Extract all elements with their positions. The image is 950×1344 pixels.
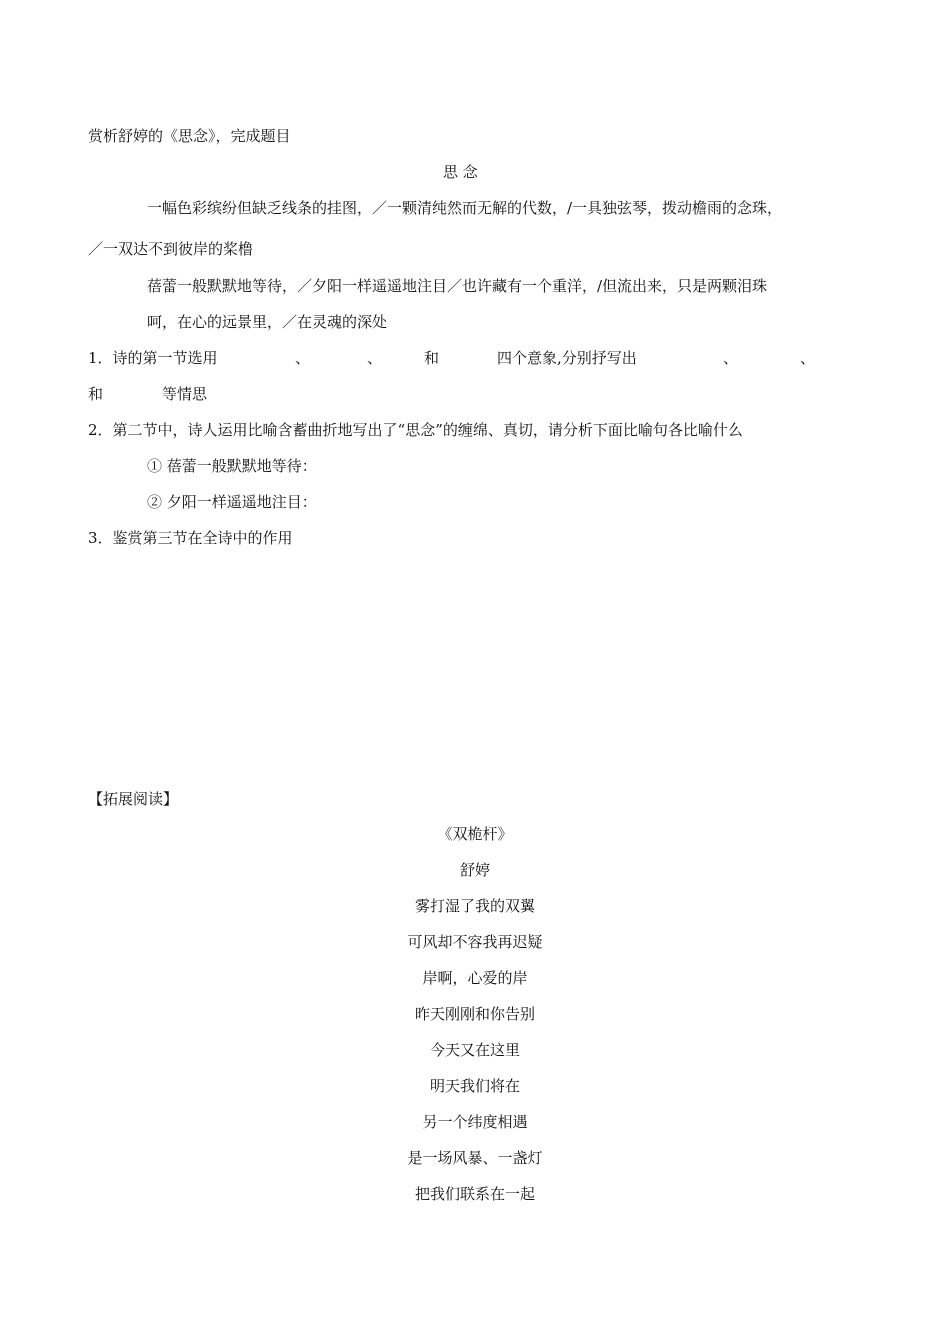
extended-reading-heading: 【拓展阅读】 xyxy=(88,790,179,808)
poem-title: 思 念 xyxy=(443,163,478,181)
extended-poem-line: 可风却不容我再迟疑 xyxy=(407,933,543,951)
extended-poem-author: 舒婷 xyxy=(459,861,490,879)
poem-stanza1-line2: ／一双达不到彼岸的桨橹 xyxy=(88,240,254,258)
question-2-item-b: ② 夕阳一样遥遥地注目： xyxy=(147,493,317,511)
extended-poem-line: 昨天刚刚和你告别 xyxy=(414,1005,535,1023)
extended-poem-line: 另一个纬度相遇 xyxy=(422,1113,528,1131)
question-1-line2-end: 等情思 xyxy=(162,385,208,403)
question-1-prefix: 1．诗的第一节选用 xyxy=(88,349,218,367)
extended-poem-line: 是一场风暴、一盏灯 xyxy=(407,1149,543,1167)
poem-stanza3: 呵，在心的远景里，／在灵魂的深处 xyxy=(147,313,388,331)
intro-instruction: 赏析舒婷的《思念》，完成题目 xyxy=(88,127,291,145)
question-1-separator: 、 xyxy=(723,349,739,367)
question-2-item-a: ① 蓓蕾一般默默地等待： xyxy=(147,457,317,475)
question-1-line2-and: 和 xyxy=(88,385,104,403)
extended-poem-line: 雾打湿了我的双翼 xyxy=(414,897,535,915)
poem-stanza1-line1: 一幅色彩缤纷但缺乏线条的挂图，／一颗清纯然而无解的代数，/一具独弦琴，拨动檐雨的念珠， xyxy=(147,199,783,217)
question-2: 2．第二节中，诗人运用比喻含蓄曲折地写出了“思念”的缠绵、真切，请分析下面比喻句各比喻什么 xyxy=(88,421,743,439)
question-1-separator: 、 xyxy=(800,349,816,367)
extended-poem-title: 《双桅杆》 xyxy=(437,825,513,843)
extended-poem-line: 把我们联系在一起 xyxy=(414,1185,535,1203)
poem-stanza2: 蓓蕾一般默默地等待，／夕阳一样遥遥地注目／也许藏有一个重洋，/但流出来，只是两颗泪珠 xyxy=(147,277,768,295)
question-1-and: 和 xyxy=(424,349,440,367)
question-1-separator: 、 xyxy=(295,349,311,367)
extended-poem-line: 岸啊，心爱的岸 xyxy=(422,969,528,987)
question-3: 3．鉴赏第三节在全诗中的作用 xyxy=(88,529,293,547)
extended-poem-line: 今天又在这里 xyxy=(429,1041,520,1059)
extended-poem-line: 明天我们将在 xyxy=(429,1077,520,1095)
question-1-separator: 、 xyxy=(367,349,383,367)
question-1-middle: 四个意象,分别抒写出 xyxy=(497,349,637,367)
